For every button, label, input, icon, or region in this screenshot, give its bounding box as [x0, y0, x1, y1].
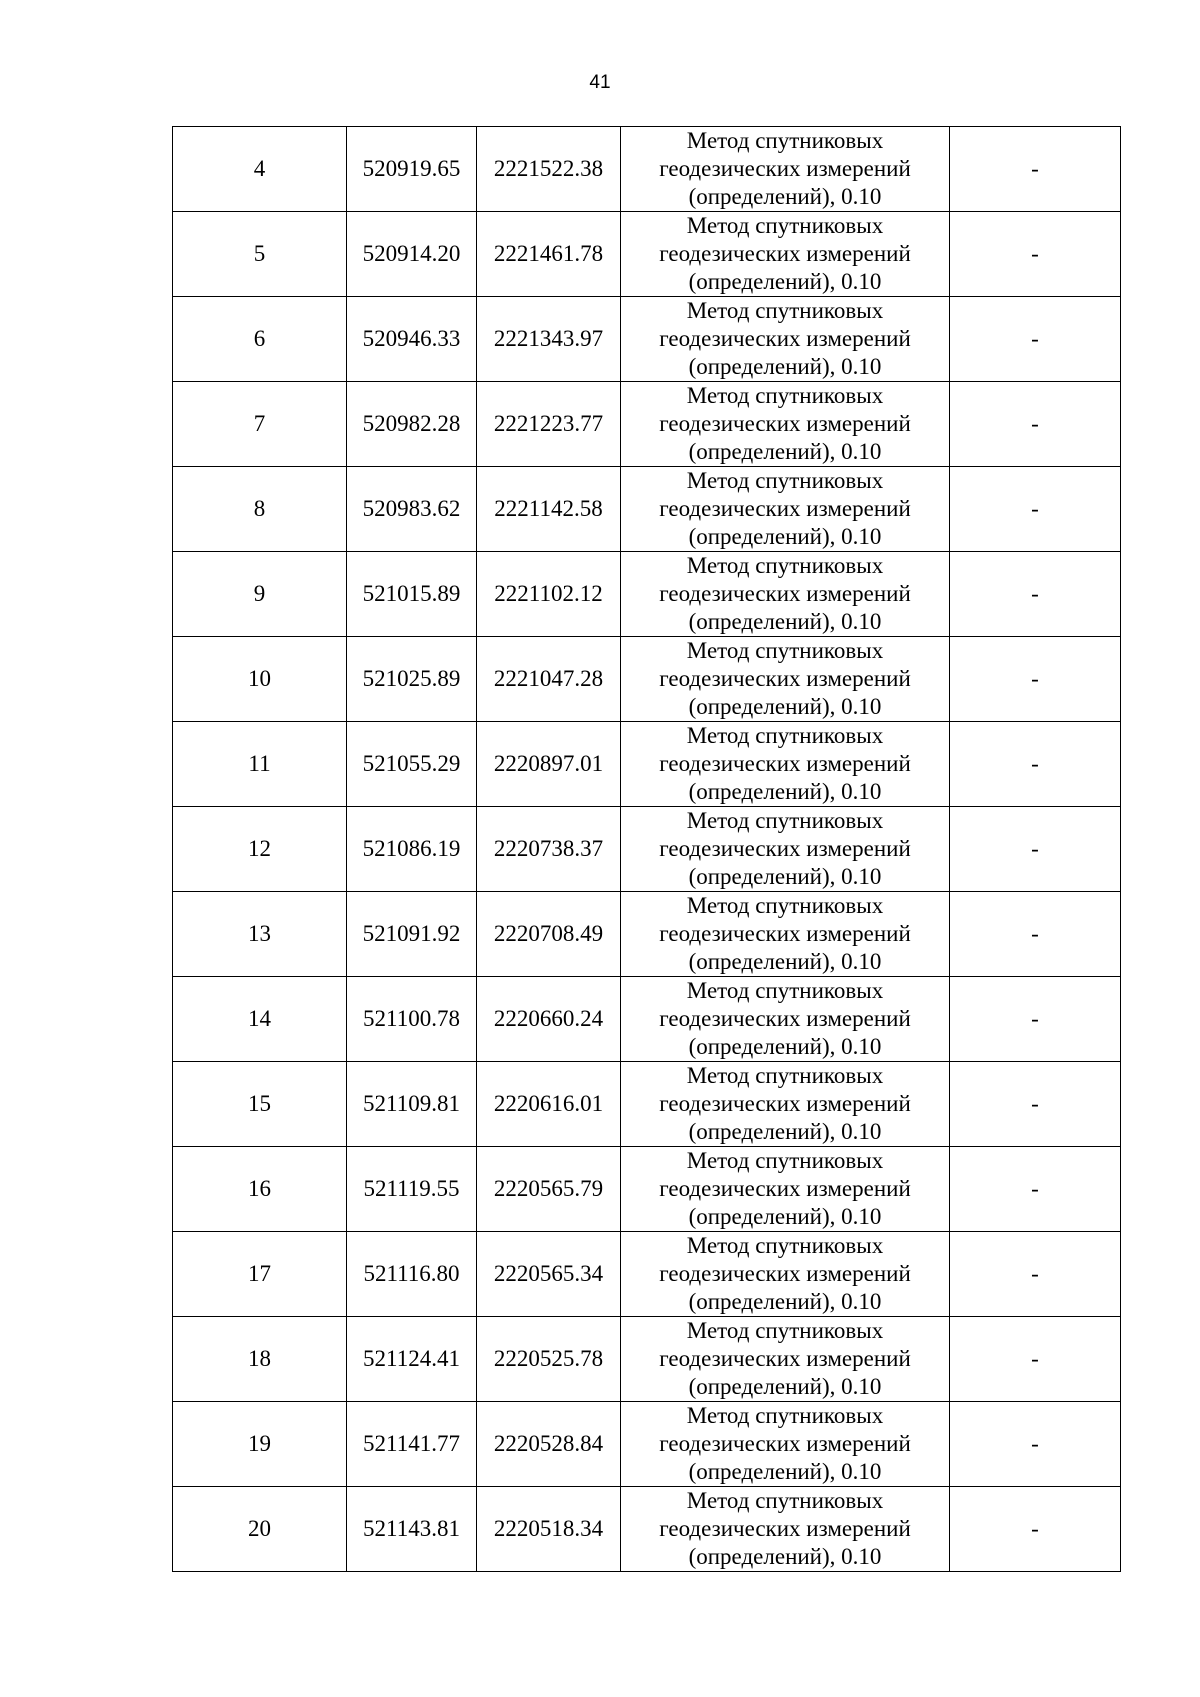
- table-body: [173, 127, 1121, 1572]
- point-number-cell: 16: [173, 1147, 347, 1232]
- method-line: (определений), 0.10: [688, 779, 882, 804]
- point-number-cell: 6: [173, 297, 347, 382]
- x-coordinate-cell: 521025.89: [347, 637, 477, 722]
- method-line: (определений), 0.10: [688, 694, 882, 719]
- method-line: Метод спутниковых: [686, 1063, 884, 1088]
- note-cell: -: [950, 127, 1121, 212]
- method-line: геодезических измерений: [659, 1176, 911, 1201]
- table-row: [173, 297, 1121, 382]
- method-cell: [621, 1402, 950, 1487]
- method-line: геодезических измерений: [659, 1346, 911, 1371]
- method-cell: [621, 127, 950, 212]
- table-row: [173, 807, 1121, 892]
- method-line: геодезических измерений: [659, 156, 911, 181]
- y-coordinate-cell: 2221047.28: [477, 637, 621, 722]
- table-row: [173, 127, 1121, 212]
- note-cell: -: [950, 722, 1121, 807]
- method-line: Метод спутниковых: [686, 1318, 884, 1343]
- x-coordinate-cell: 521091.92: [347, 892, 477, 977]
- point-number-cell: 20: [173, 1487, 347, 1572]
- x-coordinate-cell: 521116.80: [347, 1232, 477, 1317]
- method-cell: [621, 637, 950, 722]
- y-coordinate-cell: 2220528.84: [477, 1402, 621, 1487]
- note-cell: -: [950, 1147, 1121, 1232]
- point-number-cell: 8: [173, 467, 347, 552]
- method-line: Метод спутниковых: [686, 1403, 884, 1428]
- y-coordinate-cell: 2220518.34: [477, 1487, 621, 1572]
- point-number-cell: 15: [173, 1062, 347, 1147]
- method-cell: [621, 1317, 950, 1402]
- point-number-cell: 17: [173, 1232, 347, 1317]
- y-coordinate-cell: 2220897.01: [477, 722, 621, 807]
- x-coordinate-cell: 521141.77: [347, 1402, 477, 1487]
- method-cell: [621, 807, 950, 892]
- x-coordinate-cell: 520983.62: [347, 467, 477, 552]
- page-number: 41: [589, 72, 611, 93]
- method-line: Метод спутниковых: [686, 298, 884, 323]
- method-line: геодезических измерений: [659, 1516, 911, 1541]
- note-cell: -: [950, 382, 1121, 467]
- method-line: геодезических измерений: [659, 1006, 911, 1031]
- note-cell: -: [950, 892, 1121, 977]
- table-row: [173, 552, 1121, 637]
- method-line: (определений), 0.10: [688, 354, 882, 379]
- method-line: Метод спутниковых: [686, 1233, 884, 1258]
- point-number-cell: 14: [173, 977, 347, 1062]
- method-line: геодезических измерений: [659, 1261, 911, 1286]
- y-coordinate-cell: 2220525.78: [477, 1317, 621, 1402]
- note-cell: -: [950, 467, 1121, 552]
- method-line: Метод спутниковых: [686, 808, 884, 833]
- method-cell: [621, 1147, 950, 1232]
- table-row: [173, 1232, 1121, 1317]
- note-cell: -: [950, 1232, 1121, 1317]
- method-line: (определений), 0.10: [688, 864, 882, 889]
- method-cell: [621, 1232, 950, 1317]
- method-line: (определений), 0.10: [688, 1459, 882, 1484]
- method-line: Метод спутниковых: [686, 1148, 884, 1173]
- note-cell: -: [950, 807, 1121, 892]
- y-coordinate-cell: 2220660.24: [477, 977, 621, 1062]
- table-row: [173, 637, 1121, 722]
- method-line: Метод спутниковых: [686, 1488, 884, 1513]
- point-number-cell: 13: [173, 892, 347, 977]
- method-line: (определений), 0.10: [688, 269, 882, 294]
- table-row: [173, 467, 1121, 552]
- coordinates-table: [172, 126, 1121, 1572]
- point-number-cell: 18: [173, 1317, 347, 1402]
- table-row: [173, 722, 1121, 807]
- table-row: [173, 977, 1121, 1062]
- table-row: [173, 382, 1121, 467]
- method-cell: [621, 1062, 950, 1147]
- method-line: (определений), 0.10: [688, 1204, 882, 1229]
- point-number-cell: 11: [173, 722, 347, 807]
- method-line: (определений), 0.10: [688, 1544, 882, 1569]
- point-number-cell: 19: [173, 1402, 347, 1487]
- method-cell: [621, 552, 950, 637]
- method-line: Метод спутниковых: [686, 553, 884, 578]
- x-coordinate-cell: 520982.28: [347, 382, 477, 467]
- method-line: геодезических измерений: [659, 241, 911, 266]
- method-line: (определений), 0.10: [688, 1374, 882, 1399]
- table-row: [173, 1147, 1121, 1232]
- note-cell: -: [950, 1402, 1121, 1487]
- method-line: (определений), 0.10: [688, 1289, 882, 1314]
- method-line: геодезических измерений: [659, 581, 911, 606]
- method-cell: [621, 1487, 950, 1572]
- method-line: (определений), 0.10: [688, 524, 882, 549]
- y-coordinate-cell: 2220738.37: [477, 807, 621, 892]
- note-cell: -: [950, 1487, 1121, 1572]
- x-coordinate-cell: 520919.65: [347, 127, 477, 212]
- method-cell: [621, 382, 950, 467]
- method-line: (определений), 0.10: [688, 1034, 882, 1059]
- method-line: Метод спутниковых: [686, 978, 884, 1003]
- note-cell: -: [950, 637, 1121, 722]
- x-coordinate-cell: 521109.81: [347, 1062, 477, 1147]
- point-number-cell: 12: [173, 807, 347, 892]
- y-coordinate-cell: 2220616.01: [477, 1062, 621, 1147]
- point-number-cell: 9: [173, 552, 347, 637]
- y-coordinate-cell: 2221343.97: [477, 297, 621, 382]
- method-line: Метод спутниковых: [686, 128, 884, 153]
- table-row: [173, 1062, 1121, 1147]
- x-coordinate-cell: 520914.20: [347, 212, 477, 297]
- method-line: геодезических измерений: [659, 751, 911, 776]
- method-line: Метод спутниковых: [686, 638, 884, 663]
- method-line: геодезических измерений: [659, 666, 911, 691]
- method-line: геодезических измерений: [659, 921, 911, 946]
- x-coordinate-cell: 520946.33: [347, 297, 477, 382]
- method-line: геодезических измерений: [659, 411, 911, 436]
- y-coordinate-cell: 2220565.79: [477, 1147, 621, 1232]
- method-line: геодезических измерений: [659, 496, 911, 521]
- method-line: геодезических измерений: [659, 1091, 911, 1116]
- point-number-cell: 4: [173, 127, 347, 212]
- note-cell: -: [950, 552, 1121, 637]
- table-row: [173, 1402, 1121, 1487]
- x-coordinate-cell: 521015.89: [347, 552, 477, 637]
- x-coordinate-cell: 521143.81: [347, 1487, 477, 1572]
- point-number-cell: 10: [173, 637, 347, 722]
- method-cell: [621, 892, 950, 977]
- method-line: (определений), 0.10: [688, 609, 882, 634]
- method-line: (определений), 0.10: [688, 184, 882, 209]
- table-row: [173, 212, 1121, 297]
- y-coordinate-cell: 2221102.12: [477, 552, 621, 637]
- x-coordinate-cell: 521119.55: [347, 1147, 477, 1232]
- y-coordinate-cell: 2221461.78: [477, 212, 621, 297]
- method-cell: [621, 722, 950, 807]
- method-cell: [621, 212, 950, 297]
- table-row: [173, 892, 1121, 977]
- x-coordinate-cell: 521086.19: [347, 807, 477, 892]
- method-line: геодезических измерений: [659, 836, 911, 861]
- table-row: [173, 1317, 1121, 1402]
- y-coordinate-cell: 2221223.77: [477, 382, 621, 467]
- table-row: [173, 1487, 1121, 1572]
- method-line: Метод спутниковых: [686, 893, 884, 918]
- note-cell: -: [950, 1062, 1121, 1147]
- note-cell: -: [950, 977, 1121, 1062]
- y-coordinate-cell: 2220565.34: [477, 1232, 621, 1317]
- y-coordinate-cell: 2221142.58: [477, 467, 621, 552]
- note-cell: -: [950, 1317, 1121, 1402]
- y-coordinate-cell: 2221522.38: [477, 127, 621, 212]
- note-cell: -: [950, 212, 1121, 297]
- method-line: Метод спутниковых: [686, 213, 884, 238]
- point-number-cell: 7: [173, 382, 347, 467]
- method-line: Метод спутниковых: [686, 723, 884, 748]
- x-coordinate-cell: 521100.78: [347, 977, 477, 1062]
- method-cell: [621, 297, 950, 382]
- note-cell: -: [950, 297, 1121, 382]
- method-line: геодезических измерений: [659, 1431, 911, 1456]
- method-line: (определений), 0.10: [688, 949, 882, 974]
- x-coordinate-cell: 521055.29: [347, 722, 477, 807]
- x-coordinate-cell: 521124.41: [347, 1317, 477, 1402]
- method-line: (определений), 0.10: [688, 1119, 882, 1144]
- method-line: геодезических измерений: [659, 326, 911, 351]
- y-coordinate-cell: 2220708.49: [477, 892, 621, 977]
- point-number-cell: 5: [173, 212, 347, 297]
- method-cell: [621, 467, 950, 552]
- method-line: Метод спутниковых: [686, 468, 884, 493]
- method-line: Метод спутниковых: [686, 383, 884, 408]
- method-cell: [621, 977, 950, 1062]
- method-line: (определений), 0.10: [688, 439, 882, 464]
